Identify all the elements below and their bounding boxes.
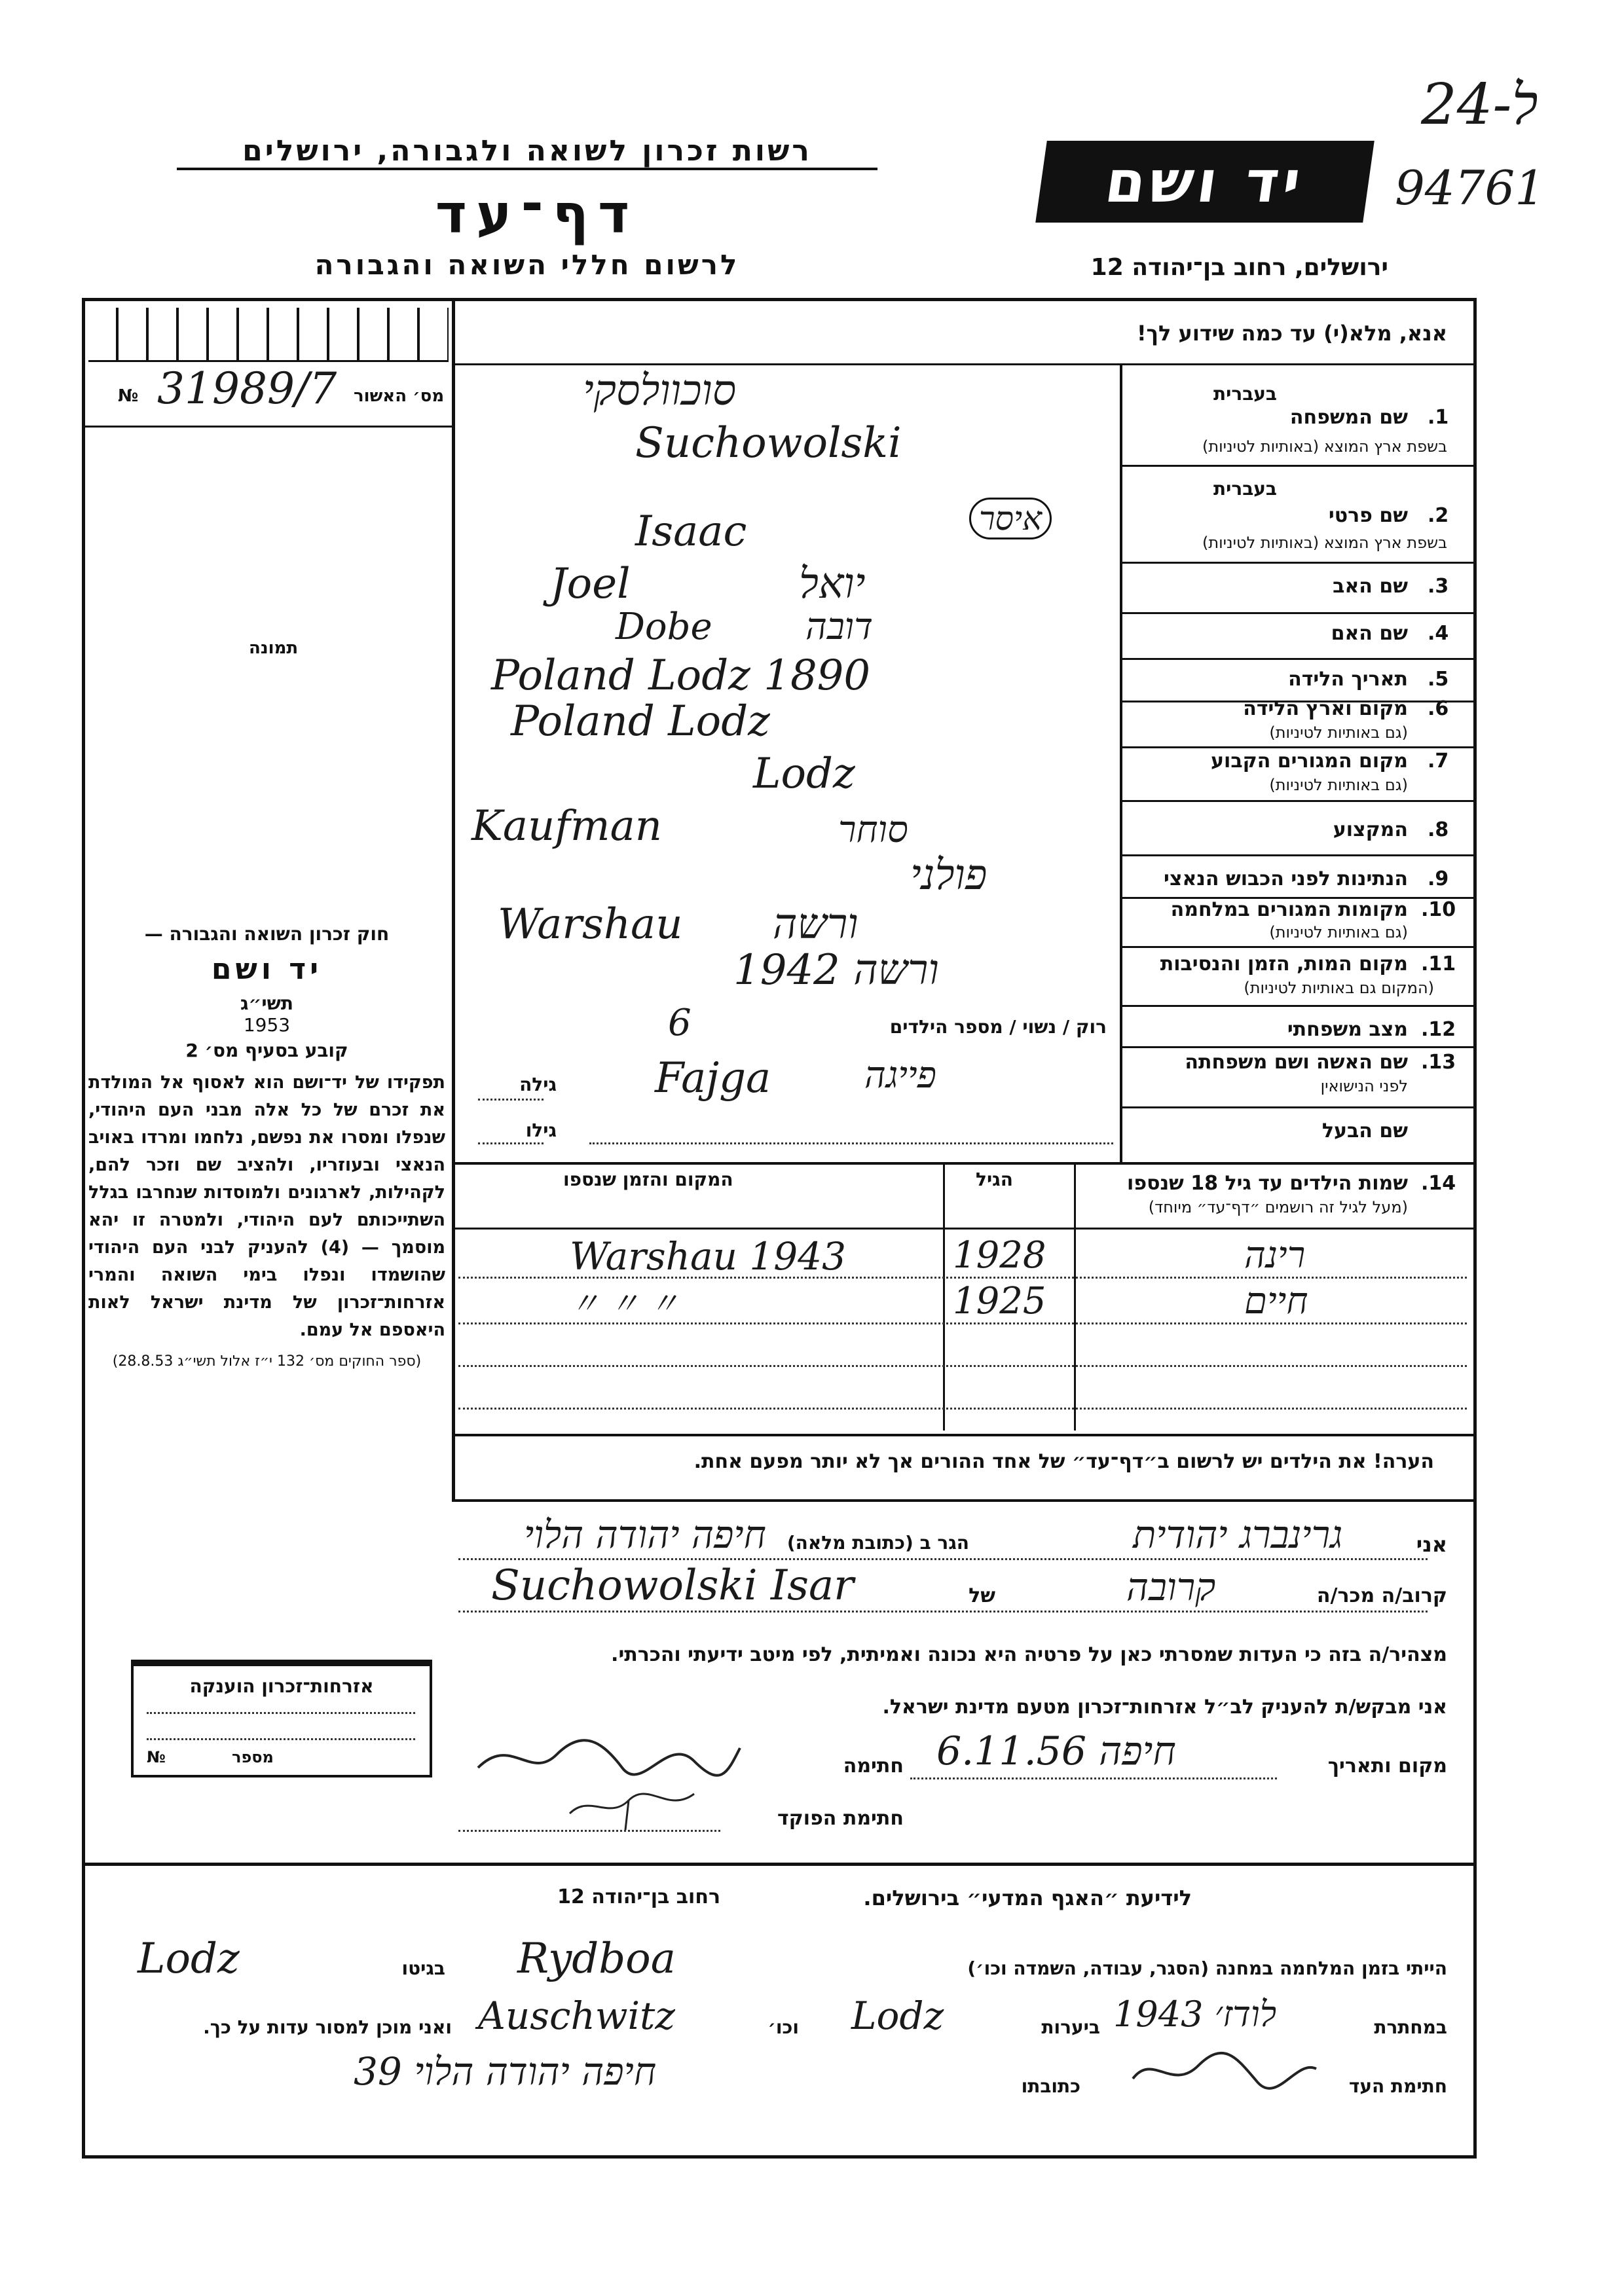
info-address: רחוב בן־יהודה 12 xyxy=(557,1886,720,1908)
field-13-age-label: גילה xyxy=(519,1074,557,1095)
child-1-age: 1928 xyxy=(953,1234,1046,1277)
info-ghetto: Lodz xyxy=(138,1935,240,1983)
citizenship-number-label: מספר xyxy=(232,1748,274,1766)
children-subheader: (מעל לגיל זה רושמים ״דף־עד״ מיוחד) xyxy=(1148,1198,1408,1216)
field-12-value: 6 xyxy=(668,1002,692,1044)
children-table-top xyxy=(452,1162,1477,1165)
field-12-divider xyxy=(1120,1046,1477,1048)
info-ready-text: ואני מוכן למסור עדות על כך. xyxy=(203,2016,452,2038)
decl-request: אני מבקש/ת להעניק לב״ל אזרחות־זכרון מטעם מדינת ישראל. xyxy=(882,1696,1447,1719)
decl-relative-label: קרוב/ה מכר/ה xyxy=(1316,1584,1447,1607)
info-witness-address: חיפה יהודה הלוי 39 xyxy=(354,2049,657,2094)
child-1-place: Warshau 1943 xyxy=(570,1234,846,1279)
info-place-2: Auschwitz xyxy=(478,1994,675,2038)
field-1-number: 1. xyxy=(1428,406,1449,429)
field-5-label: תאריך הלידה xyxy=(1288,668,1408,691)
approval-number: 31989/7 xyxy=(157,363,337,414)
field-4-number: 4. xyxy=(1428,622,1449,645)
child-2-line xyxy=(458,1322,1467,1324)
field-1-value-he: סוכוולסקי xyxy=(583,367,737,415)
approval-label: מס׳ האשור xyxy=(354,386,445,406)
info-line1-label: הייתי בזמן המלחמה במחנה (הסגר, עבודה, השמדה וכו׳) xyxy=(967,1958,1447,1979)
info-title: לידיעת ״האגף המדעי״ בירושלים. xyxy=(863,1886,1192,1910)
field-10-divider xyxy=(1120,946,1477,948)
citizenship-symbol: № xyxy=(147,1748,166,1766)
decl-relation: קרובה xyxy=(1126,1565,1216,1609)
decl-place-date: חיפה 6.11.56 xyxy=(936,1728,1176,1774)
field-7-divider xyxy=(1120,800,1477,802)
field-10-value-lat: Warshau xyxy=(498,900,683,949)
field-4-label: שם האם xyxy=(1331,622,1408,645)
field-7-label: מקום המגורים הקבוע xyxy=(1211,750,1408,773)
field-4-value-he: דובה xyxy=(805,606,874,648)
field-8-value-he: סוחר xyxy=(838,809,908,851)
note-text: הערה! את הילדים יש לרשום ב״דף־עד״ של אחד ההורים אך לא יותר מפעם אחת. xyxy=(693,1450,1434,1473)
field-2-value-he: איסר xyxy=(969,498,1052,539)
child-4-line xyxy=(458,1408,1467,1410)
field-1-tag: בעברית xyxy=(1213,383,1277,405)
field-12-inline: רוק / נשוי / מספר הילדים xyxy=(889,1016,1107,1038)
field-3-number: 3. xyxy=(1428,575,1449,598)
law-citation: (ספר החוקים מס׳ 132 י״ז אלול תשי״ג 28.8.53) xyxy=(112,1353,422,1370)
field-7-sub: (גם באותיות לטיניות) xyxy=(1269,776,1408,794)
info-underground-label: במחתרת xyxy=(1374,2016,1447,2038)
field-10-label: מקומות המגורים במלחמה xyxy=(1170,898,1408,921)
page-title: דף־עד xyxy=(435,183,639,246)
field-11-value: 1942 ורשה xyxy=(733,946,939,994)
field-1-divider xyxy=(1120,465,1477,467)
child-2-place: 〃 〃 〃 xyxy=(570,1286,680,1321)
husband-name-line xyxy=(589,1142,1113,1144)
authority-title: רשות זכרון לשואה ולגבורה, ירושלים xyxy=(177,134,877,170)
decl-place-date-line xyxy=(910,1777,1277,1779)
citizenship-box xyxy=(131,1660,432,1777)
decl-statement: מצהיר/ה בזה כי העדות שמסרתי כאן על פרטיה היא נכונה ואמיתית, לפי מיטב ידיעתי והכרתי. xyxy=(611,1643,1447,1666)
children-header-divider xyxy=(452,1228,1477,1230)
field-2-number: 2. xyxy=(1428,504,1449,527)
decl-signature-label: חתימה xyxy=(843,1755,904,1777)
field-6-label: מקום וארץ הלידה xyxy=(1243,697,1408,720)
info-etc-label: וכו׳ xyxy=(767,2016,799,2038)
husband-label: שם הבעל xyxy=(1321,1120,1408,1142)
decl-officer-label: חתימת הפוקד xyxy=(777,1807,904,1830)
note-bottom xyxy=(452,1499,1477,1502)
field-6-divider xyxy=(1120,746,1477,748)
header-address: ירושלים, רחוב בן־יהודה 12 xyxy=(1090,254,1388,281)
field-3-value-he: יואל xyxy=(799,560,866,608)
field-10-value-he: ורשה xyxy=(773,900,858,949)
field-2-value-lat: Isaac xyxy=(635,507,747,556)
decl-signature xyxy=(471,1728,747,1787)
info-underground: לודז׳ 1943 xyxy=(1113,1994,1277,2035)
decl-line-1 xyxy=(458,1558,1428,1560)
child-2-age: 1925 xyxy=(953,1280,1046,1322)
field-9-value-he: פולני xyxy=(910,851,987,900)
field-5-value: Poland Lodz 1890 xyxy=(491,651,871,700)
field-13-value-lat: Fajga xyxy=(655,1054,771,1102)
decl-place-date-label: מקום ותאריך xyxy=(1327,1755,1447,1777)
citizenship-line-2 xyxy=(147,1738,415,1740)
field-7-number: 7. xyxy=(1428,750,1449,773)
field-3-label: שם האב xyxy=(1333,575,1408,598)
photo-label: תמונה xyxy=(249,638,299,658)
decl-of-label: של xyxy=(969,1584,995,1607)
field-2-divider xyxy=(1120,562,1477,564)
children-place-header: המקום והזמן שנספו xyxy=(563,1169,733,1190)
field-8-label: המקצוע xyxy=(1333,818,1408,841)
page-subtitle: לרשום חללי השואה והגבורה xyxy=(314,249,740,281)
field-3-value-lat: Joel xyxy=(550,560,631,608)
info-camp-2: Lodz xyxy=(851,1994,944,2038)
decl-line-2 xyxy=(458,1611,1428,1613)
field-12-label: מצב משפחתי xyxy=(1287,1018,1408,1041)
field-1-label: שם המשפחה xyxy=(1289,406,1408,429)
child-1-line xyxy=(458,1277,1467,1279)
info-ghetto-label: בגיטו xyxy=(401,1958,445,1979)
child-1-name: רינה xyxy=(1244,1234,1306,1277)
info-address-label: כתובתו xyxy=(1021,2075,1080,2097)
field-2-sub: בשפת ארץ המוצא (באותיות לטיניות) xyxy=(1202,534,1447,552)
info-camp: Rydboa xyxy=(517,1935,676,1983)
husband-age-line xyxy=(478,1142,544,1144)
field-5-number: 5. xyxy=(1428,668,1449,691)
field-12-number: 12. xyxy=(1421,1018,1456,1041)
info-section-top xyxy=(84,1863,1477,1866)
field-13-number: 13. xyxy=(1421,1051,1456,1074)
citizenship-title: אזרחות־זכרון הוענקה xyxy=(189,1675,374,1697)
field-13-label: שם האשה ושם משפחתה xyxy=(1185,1051,1408,1074)
field-1-sub: בשפת ארץ המוצא (באותיות לטיניות) xyxy=(1202,437,1447,456)
field-6-sub: (גם באותיות לטיניות) xyxy=(1269,723,1408,742)
children-col-2 xyxy=(943,1162,945,1430)
decl-name: גרינברג יהודית xyxy=(1133,1512,1343,1557)
field-13-divider xyxy=(1120,1106,1477,1108)
officer-signature xyxy=(563,1781,707,1833)
field-7-value: Lodz xyxy=(753,750,855,798)
yad-vashem-logo: יד ושם xyxy=(1035,141,1375,223)
approval-ticks xyxy=(88,308,449,362)
field-6-value: Poland Lodz xyxy=(511,697,770,746)
please-fill-text: אנא, מלא(י) עד כמה שידוע לך! xyxy=(1136,321,1447,346)
info-witness-signature xyxy=(1126,2046,1323,2098)
child-3-line xyxy=(458,1365,1467,1367)
children-age-header: הגיל xyxy=(976,1169,1013,1190)
field-9-number: 9. xyxy=(1428,867,1449,890)
children-number: 14. xyxy=(1421,1172,1456,1195)
decl-address-label: הגר ב (כתובת מלאה) xyxy=(786,1532,969,1554)
field-11-divider xyxy=(1120,1005,1477,1007)
field-2-label: שם פרטי xyxy=(1328,504,1408,527)
child-2-name: חיים xyxy=(1244,1280,1308,1322)
field-10-number: 10. xyxy=(1421,898,1456,921)
field-3-divider xyxy=(1120,612,1477,614)
field-8-divider xyxy=(1120,854,1477,856)
field-2-tag: בעברית xyxy=(1213,478,1277,500)
info-witness-sig-label: חתימת העד xyxy=(1348,2075,1447,2097)
law-text: תפקידו של יד־ושם הוא לאסוף אל המולדת את זכרם של כל אלה מבני העם היהודי, שנפלו ומסרו את נפשם, נלחמו ומרדו באויב הנאצי ובעוזריו, ולהציב שם וזכר להם, לקהילות, לארגונים ולמוסדות שנחרבו בגלל השתייכותם לעם היהודי, ולמטרה זו יהא מוסמך — (4) להעניק לבני העם היהודי שהושמדו ונפלו בימי השואה והמרי אזרחות־זכרון של מדינת ישראל לאות היאספם אל עמם. xyxy=(88,1072,445,1340)
field-8-value-lat: Kaufman xyxy=(471,802,662,850)
decl-address: חיפה יהודה הלוי xyxy=(524,1512,766,1557)
decl-i-label: אני xyxy=(1416,1532,1447,1557)
handwritten-ref-top: 24-ל xyxy=(1421,72,1538,137)
field-1-value-lat: Suchowolski xyxy=(635,419,902,467)
field-13-value-he: פייגה xyxy=(864,1054,937,1097)
citizenship-line-1 xyxy=(147,1712,415,1714)
approval-symbol: № xyxy=(118,386,139,406)
field-6-number: 6. xyxy=(1428,697,1449,720)
field-10-sub: (גם באותיות לטיניות) xyxy=(1269,923,1408,941)
field-11-sub: (המקום גם באותיות לטיניות) xyxy=(1244,979,1434,997)
law-title: חוק זכרון השואה והגבורה — xyxy=(144,923,390,945)
decl-of-name: Suchowolski Isar xyxy=(491,1561,854,1610)
law-name: יד ושם xyxy=(211,953,323,986)
field-11-label: מקום המות, הזמן והנסיבות xyxy=(1160,953,1408,975)
field-4-divider xyxy=(1120,658,1477,660)
field-11-number: 11. xyxy=(1421,953,1456,975)
approval-divider xyxy=(84,426,452,428)
law-year: 1953 xyxy=(243,1014,291,1036)
field-4-value-lat: Dobe xyxy=(616,606,712,648)
law-panel xyxy=(88,923,445,1370)
officer-signature-line xyxy=(458,1830,720,1832)
field-13-sub: לפני הנישואין xyxy=(1320,1077,1408,1095)
label-column-divider xyxy=(1120,363,1122,1162)
husband-age-label: גילו xyxy=(525,1120,557,1141)
children-col-1 xyxy=(1074,1162,1076,1430)
field-8-number: 8. xyxy=(1428,818,1449,841)
left-column-divider xyxy=(452,300,455,1501)
info-forests-label: ביערות xyxy=(1041,2016,1100,2038)
please-fill-divider xyxy=(452,363,1477,365)
law-section: קובע בסעיף מס׳ 2 xyxy=(185,1040,348,1061)
handwritten-ref-number: 94761 xyxy=(1395,160,1545,215)
note-top xyxy=(452,1434,1477,1436)
law-year-he: תשי״ג xyxy=(240,993,293,1014)
field-13-age-line xyxy=(478,1099,544,1101)
field-9-label: הנתינות לפני הכבוש הנאצי xyxy=(1164,867,1408,890)
children-header: שמות הילדים עד גיל 18 שנספו xyxy=(1127,1172,1408,1195)
